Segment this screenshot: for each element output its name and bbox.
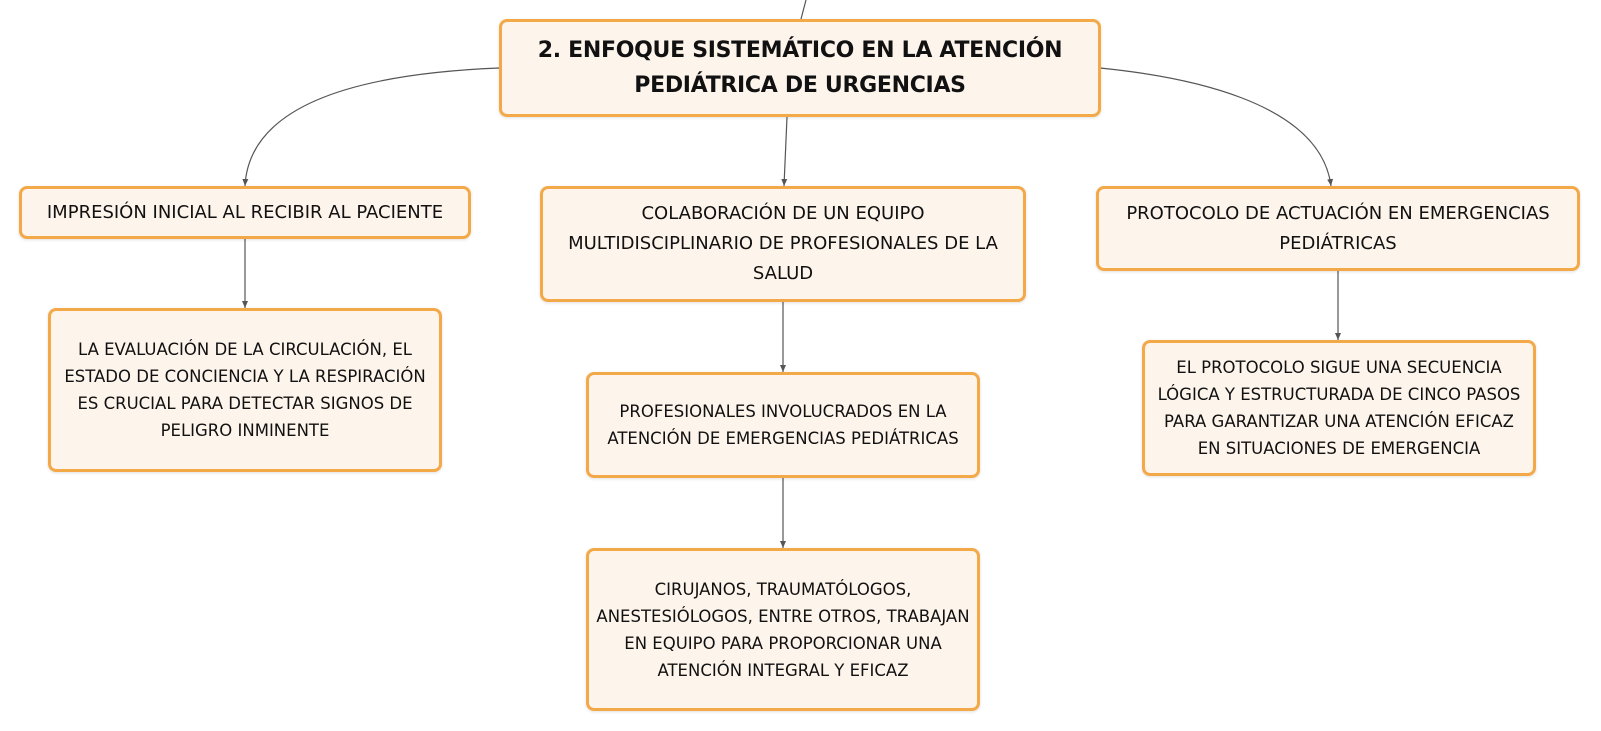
root-node[interactable] <box>499 19 1101 117</box>
child-node-label: CIRUJANOS, TRAUMATÓLOGOS, ANESTESIÓLOGOS, ENTRE OTROS, TRABAJAN EN EQUIPO PARA PROPORCIONAR UNA ATENCIÓN INTEGRAL Y EFICAZ <box>596 579 970 680</box>
branch-node-emergency-protocol[interactable] <box>1096 186 1580 271</box>
root-node-label: 2. ENFOQUE SISTEMÁTICO EN LA ATENCIÓN PEDIÁTRICA DE URGENCIAS <box>537 38 1063 98</box>
child-node-specialists-teamwork[interactable] <box>586 548 980 711</box>
branch-node-multidisciplinary-team[interactable] <box>540 186 1026 302</box>
child-node-label: PROFESIONALES INVOLUCRADOS EN LA ATENCIÓN DE EMERGENCIAS PEDIÁTRICAS <box>607 402 959 448</box>
connector-root-branch-3 <box>1100 68 1331 186</box>
child-node-protocol-steps[interactable] <box>1142 340 1536 476</box>
child-node-label: LA EVALUACIÓN DE LA CIRCULACIÓN, EL ESTADO DE CONCIENCIA Y LA RESPIRACIÓN ES CRUCIAL PARA DETECTAR SIGNOS DE PELIGRO INMINENTE <box>64 340 426 440</box>
child-node-label: EL PROTOCOLO SIGUE UNA SECUENCIA LÓGICA Y ESTRUCTURADA DE CINCO PASOS PARA GARANTIZAR UNA ATENCIÓN EFICAZ EN SITUACIONES DE EMERGENCIA <box>1157 358 1521 458</box>
branch-node-label: COLABORACIÓN DE UN EQUIPO MULTIDISCIPLINARIO DE PROFESIONALES DE LA SALUD <box>568 203 998 284</box>
child-node-evaluation[interactable] <box>48 308 442 472</box>
branch-node-initial-impression[interactable] <box>19 186 471 239</box>
branch-node-label: PROTOCOLO DE ACTUACIÓN EN EMERGENCIAS PEDIÁTRICAS <box>1126 202 1550 254</box>
connector-root-branch-2 <box>784 117 787 186</box>
child-node-professionals-involved[interactable] <box>586 372 980 478</box>
branch-node-label: IMPRESIÓN INICIAL AL RECIBIR AL PACIENTE <box>46 201 444 223</box>
connector-root-branch-1 <box>245 68 499 186</box>
connector-incoming-root <box>801 0 806 19</box>
